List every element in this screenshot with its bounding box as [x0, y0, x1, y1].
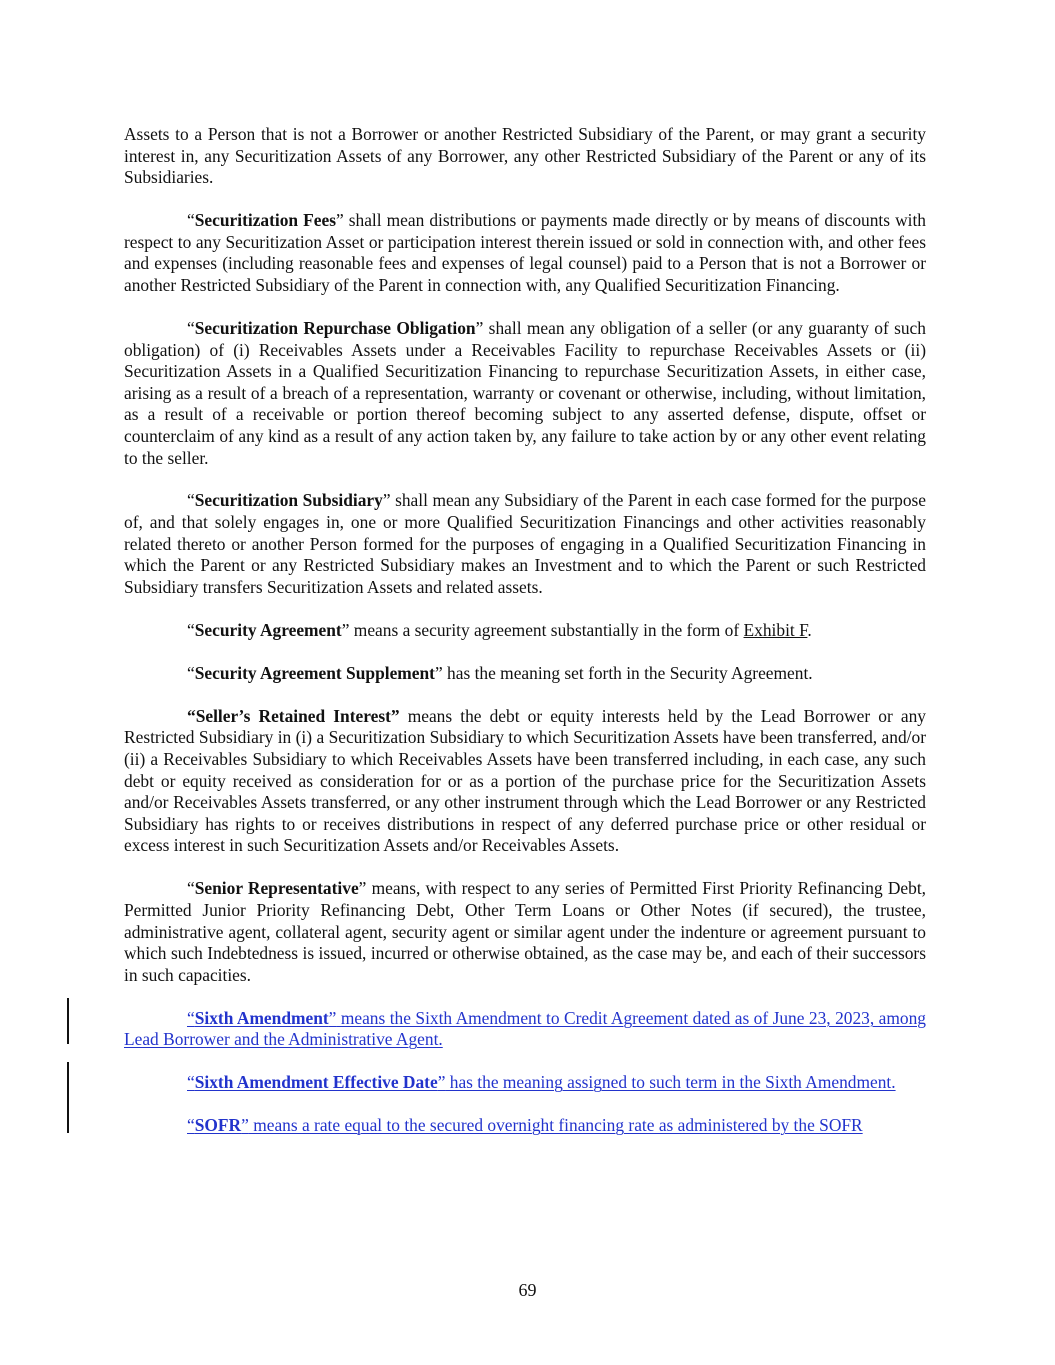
defined-term: Security Agreement	[194, 619, 342, 640]
definition-body: has the meaning set forth in the Security Agreement.	[442, 662, 813, 683]
defined-term: Securitization Fees	[194, 210, 336, 231]
defined-term: Securitization Repurchase Obligation	[194, 317, 476, 338]
change-bar	[67, 998, 69, 1044]
close-quote: ”	[358, 878, 367, 899]
definition-body: means, with respect to any series of Permitted First Priority Refinancing Debt, Permitted Junior Priority Refinancing Debt, Other Term Loans or Other Notes (if secured), the trustee, administrative agent, collateral agent, security agent or similar agent under the indenture or agreement pursuant to which such Indebtedness is issued, incurred or otherwise obtained, as the case may be, and each of their successors in such capacities.	[124, 878, 926, 985]
definition-tail: .	[807, 619, 812, 640]
definition-securitization-subsidiary	[124, 490, 926, 598]
defined-term: Sixth Amendment	[194, 1007, 329, 1028]
definition-sixth-amendment-inserted	[124, 1008, 926, 1051]
open-quote: “	[187, 1007, 195, 1028]
open-quote: “	[187, 619, 195, 640]
definition-securitization-fees	[124, 210, 926, 296]
defined-term: Sixth Amendment Effective Date	[194, 1072, 438, 1093]
defined-term: Security Agreement Supplement	[194, 662, 435, 683]
definition-body: shall mean distributions or payments made directly or by means of discounts with respect to any Securitization Asset or participation interest therein issued or sold in connection with, and other fees and expenses (including reasonable fees and expenses of legal counsel) paid to a Person that is not a Borrower or another Restricted Subsidiary of the Parent in connection with, any Qualified Securitization Financing.	[124, 210, 926, 295]
definition-body: means a rate equal to the secured overnight financing rate as administered by the SOFR	[248, 1115, 863, 1136]
defined-term: Senior Representative	[194, 878, 359, 899]
close-quote: ”	[382, 490, 391, 511]
close-quote: ”	[437, 1072, 446, 1093]
definition-sellers-retained-interest	[124, 706, 926, 857]
page-number: 69	[518, 1280, 537, 1300]
document-page	[124, 124, 926, 1158]
definition-securitization-repurchase-obligation	[124, 318, 926, 469]
open-quote: “	[187, 662, 195, 683]
change-bar	[67, 1107, 69, 1133]
exhibit-f-reference: Exhibit F	[743, 619, 808, 640]
open-quote: “	[187, 1115, 195, 1136]
close-quote: ”	[341, 619, 350, 640]
definition-security-agreement	[124, 620, 926, 642]
close-quote: ”	[434, 662, 443, 683]
open-quote: “	[187, 1072, 195, 1093]
defined-term: “Seller’s Retained Interest”	[187, 705, 400, 726]
defined-term: SOFR	[194, 1115, 242, 1136]
definition-sofr-inserted	[124, 1115, 926, 1137]
open-quote: “	[187, 878, 195, 899]
definition-senior-representative	[124, 878, 926, 986]
open-quote: “	[187, 317, 195, 338]
definition-body: has the meaning assigned to such term in the Sixth Amendment.	[445, 1072, 896, 1093]
close-quote: ”	[335, 210, 344, 231]
open-quote: “	[187, 210, 195, 231]
defined-term: Securitization Subsidiary	[194, 490, 383, 511]
paragraph-continuation	[124, 124, 926, 189]
open-quote: “	[187, 490, 195, 511]
definition-body: means the Sixth Amendment to Credit Agreement dated as of June 23, 2023, among Lead Borrower and the Administrative Agent.	[124, 1007, 926, 1050]
definition-body: means the debt or equity interests held by the Lead Borrower or any Restricted Subsidiary in (i) a Securitization Subsidiary to which Securitization Assets have been transferred, and/or (ii) a Receivables Subsidiary to which Receivables Assets have been transferred including, in each case, any such debt or equity received as consideration for or as a portion of the purchase price for the Securitization Assets and/or Receivables Assets transferred, or any other instrument through which the Lead Borrower or any Restricted Subsidiary has rights to or receives distributions in respect of any deferred purchase price or other residual or excess interest in such Securitization Assets and/or Receivables Assets.	[124, 705, 926, 856]
definition-security-agreement-supplement	[124, 663, 926, 685]
definition-body: means a security agreement substantially in the form of	[349, 619, 744, 640]
paragraph-text: Assets to a Person that is not a Borrower or another Restricted Subsidiary of the Parent, or may grant a security interest in, any Securitization Assets of any Borrower, any other Restricted Subsidiary of the Parent or any of its Subsidiaries.	[124, 124, 926, 188]
definition-body: shall mean any Subsidiary of the Parent in each case formed for the purpose of, and that solely engages in, one or more Qualified Securitization Financings and other activities reasonably related thereto or another Person formed for the purposes of engaging in a Qualified Securitization Financing in which the Parent or any Restricted Subsidiary makes an Investment and to which the Parent or such Restricted Subsidiary transfers Securitization Assets and related assets.	[124, 490, 927, 597]
change-bar	[67, 1062, 69, 1108]
definition-sixth-amendment-effective-date-inserted	[124, 1072, 926, 1094]
close-quote: ”	[475, 317, 484, 338]
close-quote: ”	[241, 1115, 249, 1136]
definition-body: shall mean any obligation of a seller (or any guaranty of such obligation) of (i) Receivables Assets under a Receivables Facility to repurchase Receivables Assets or (ii) Securitization Assets in a Qualified Securitization Financing to repurchase Securitization Assets, in either case, arising as a result of a breach of a representation, warranty or covenant or otherwise, including, without limitation, as a result of a receivable or portion thereof becoming subject to any asserted defense, dispute, offset or counterclaim of any kind as a result of any action taken by, any failure to take action by or any other event relating to the seller.	[124, 317, 926, 468]
close-quote: ”	[328, 1007, 337, 1028]
